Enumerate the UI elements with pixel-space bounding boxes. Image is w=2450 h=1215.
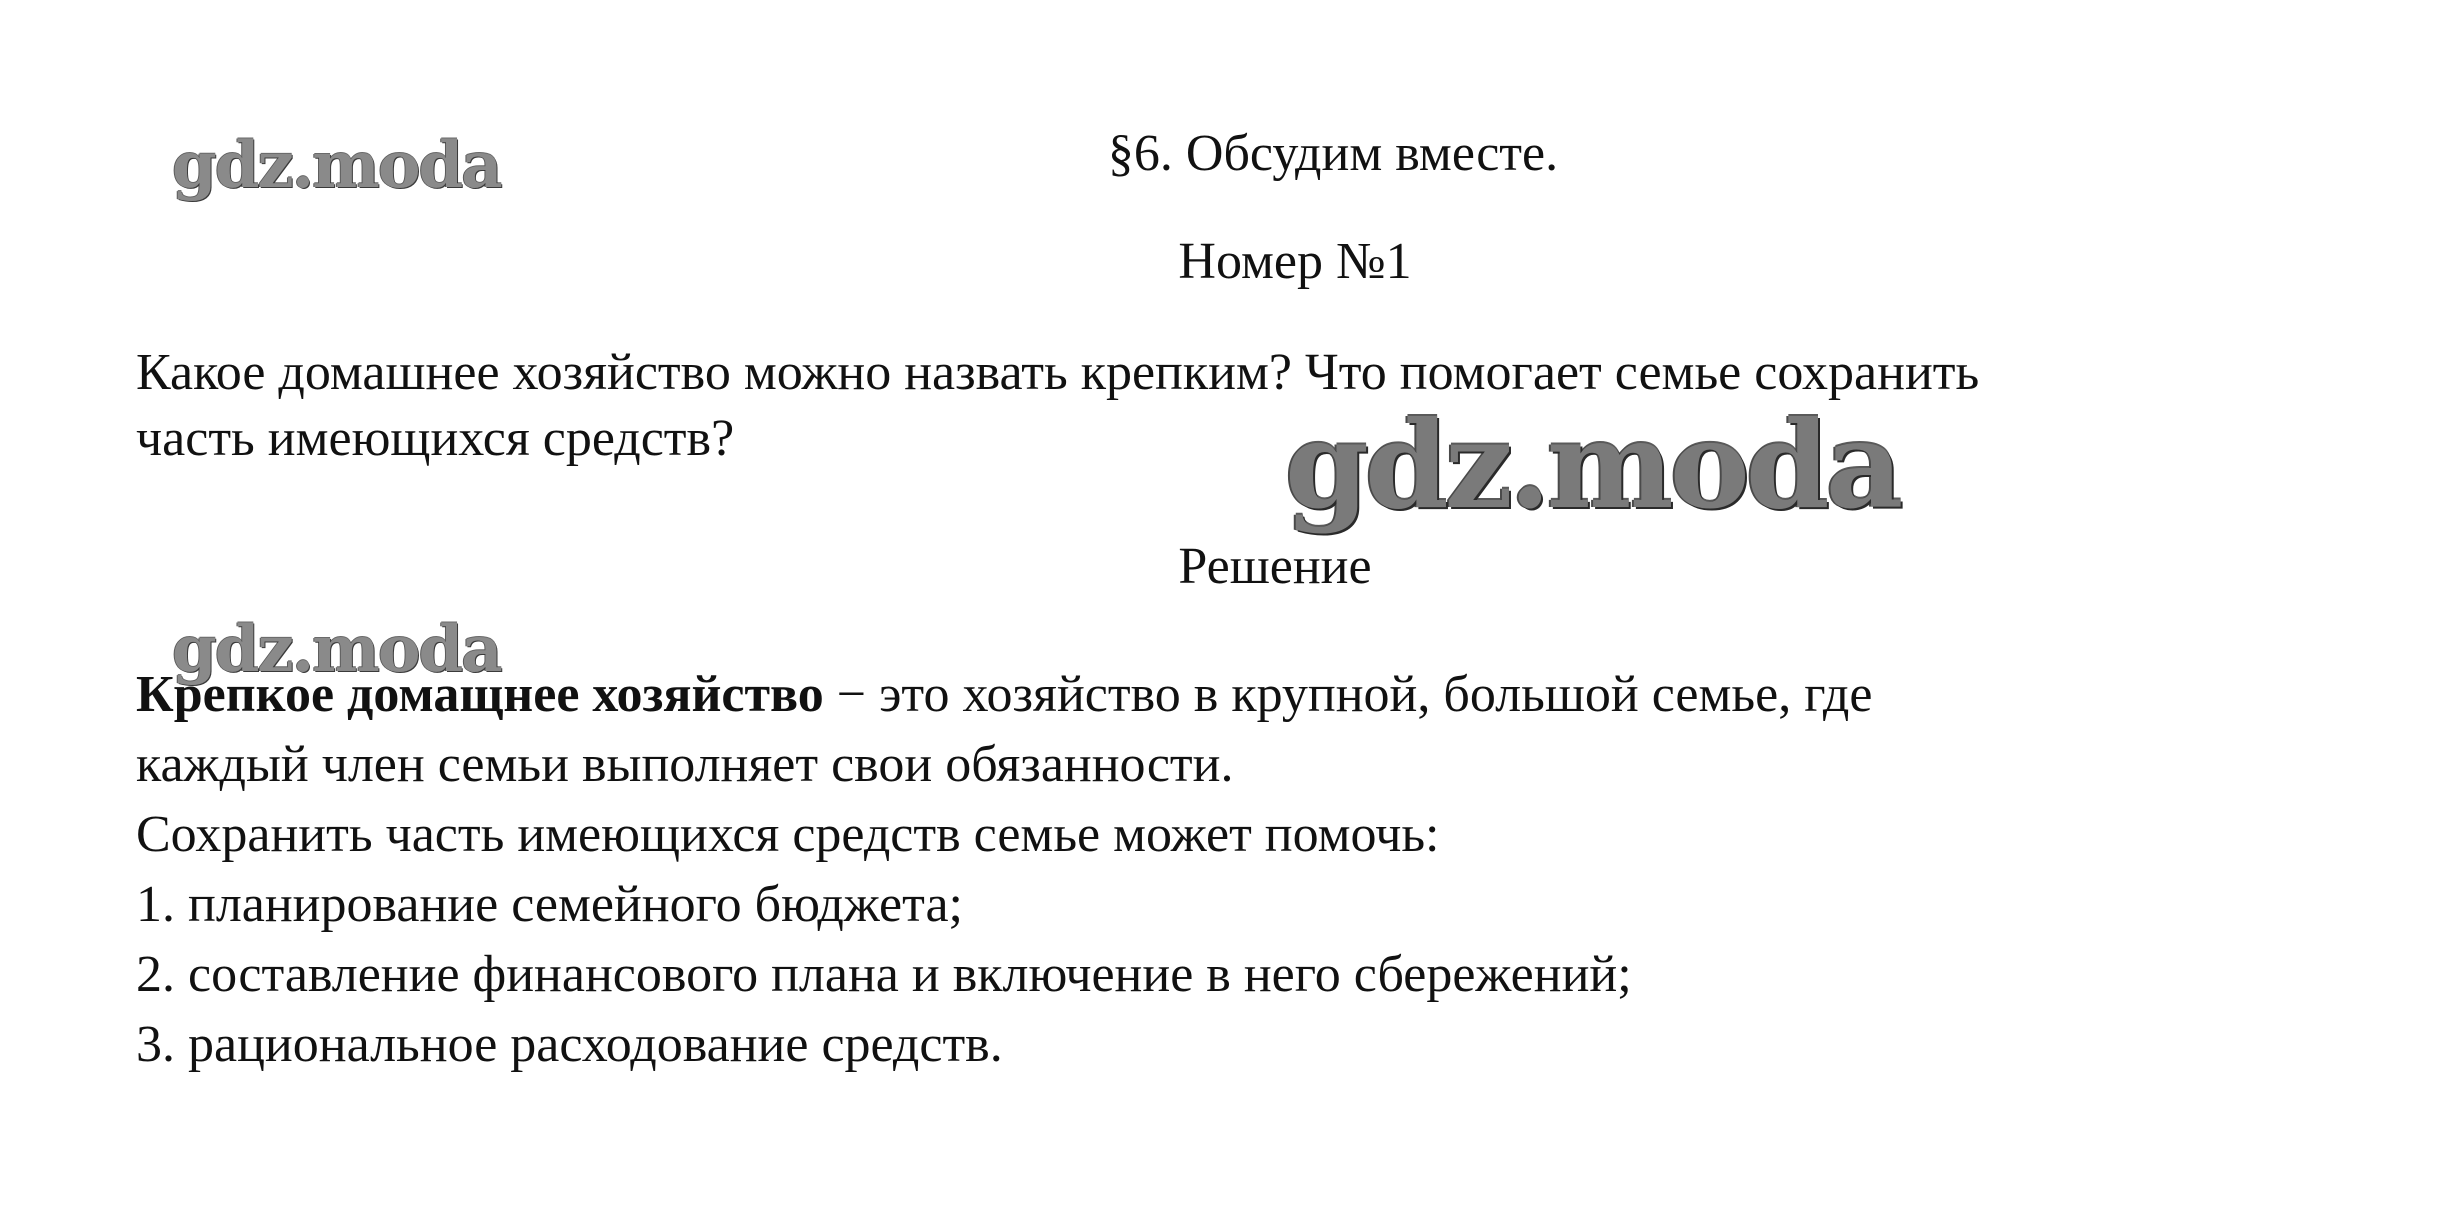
question-line-2: часть имеющихся средств? <box>136 410 735 467</box>
watermark-logo: gdz.moda <box>172 128 501 203</box>
watermark-logo-large: gdz.moda <box>1285 395 1900 536</box>
answer-text <box>136 660 2386 1080</box>
measures-list <box>136 870 2386 1080</box>
watermark-logo-middle: gdz.moda <box>172 612 501 687</box>
list-item: 2. составление финансового плана и включение в него сбережений; <box>136 946 1632 1003</box>
question-line-1: Какое домашнее хозяйство можно назвать крепким? Что помогает семье сохранить <box>136 344 1980 401</box>
definition-line-2: каждый член семьи выполняет свои обязанности. <box>136 736 1234 793</box>
solution-heading: Решение <box>1178 538 1372 595</box>
list-item: 3. рациональное расходование средств. <box>136 1016 1003 1073</box>
defined-term: Крепкое домащнее хозяйство <box>136 666 824 723</box>
list-item: 1. планирование семейного бюджета; <box>136 876 963 933</box>
task-number: Номер №1 <box>1178 233 1412 290</box>
section-title: §6. Обсудим вместе. <box>1107 125 1559 182</box>
question-text <box>136 340 2336 472</box>
definition-paragraph <box>136 660 2386 730</box>
definition-text: − это хозяйство в крупной, большой семье, где <box>823 666 1873 723</box>
list-intro: Сохранить часть имеющихся средств семье может помочь: <box>136 806 1440 863</box>
